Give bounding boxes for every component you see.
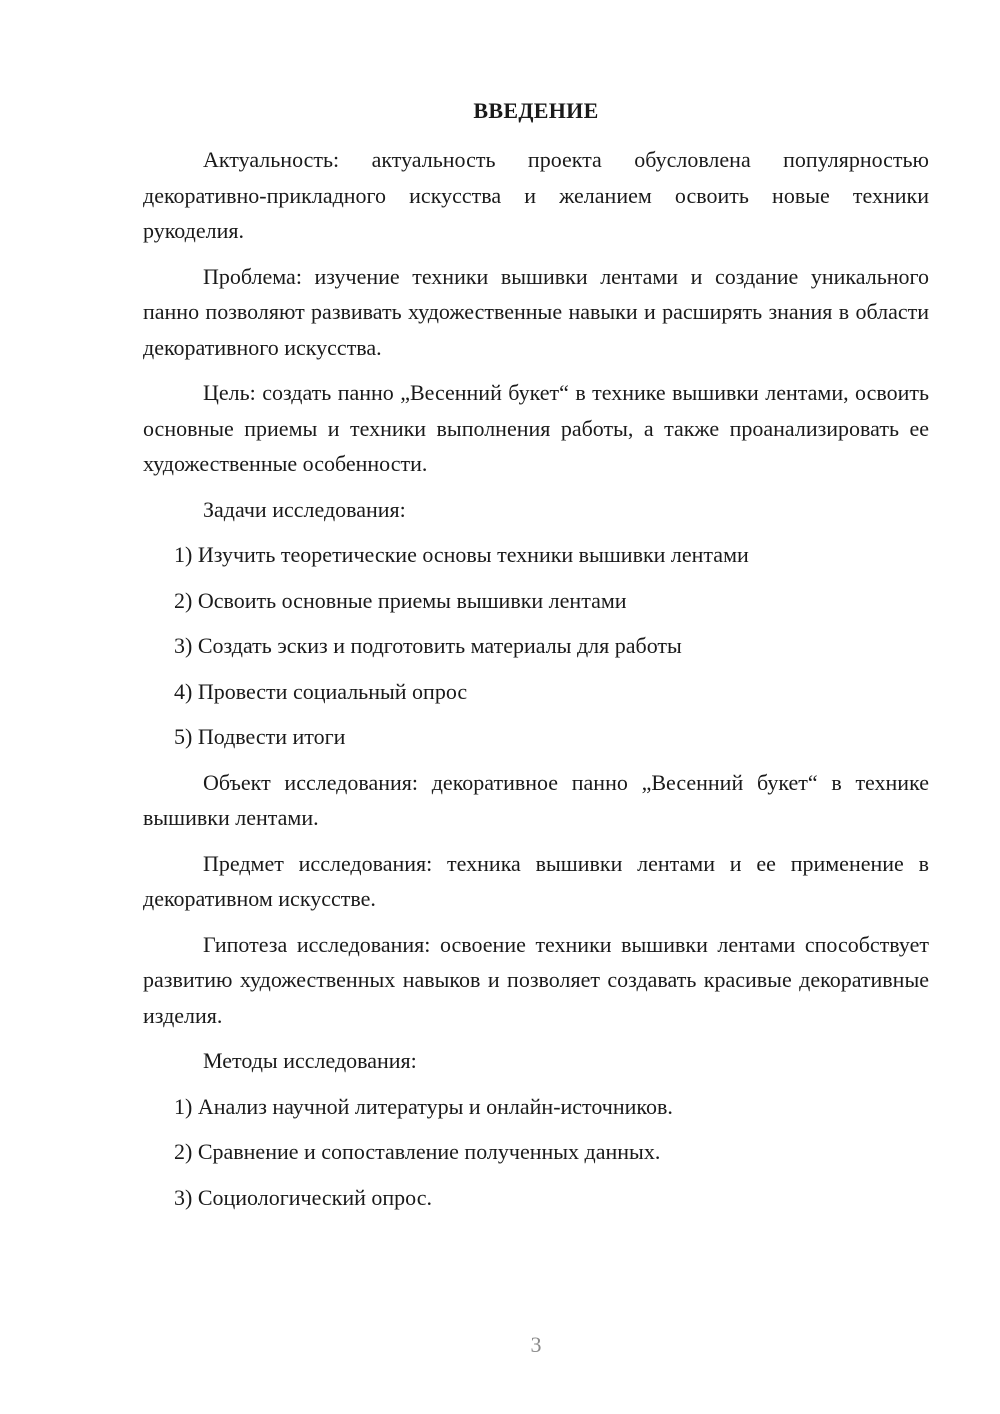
task-item: 3) Создать эскиз и подготовить материалы для работы	[174, 633, 682, 658]
method-item: 2) Сравнение и сопоставление полученных данных.	[174, 1139, 661, 1164]
task-item: 1) Изучить теоретические основы техники вышивки лентами	[174, 542, 749, 567]
method-item: 3) Социологический опрос.	[174, 1184, 432, 1210]
section-title: ВВЕДЕНИЕ	[473, 98, 599, 123]
method-item: 1) Анализ научной литературы и онлайн-источников.	[174, 1093, 673, 1119]
methods-heading: Методы исследования:	[203, 1048, 417, 1073]
methods-list	[143, 1089, 929, 1216]
goal-paragraph: Цель: создать панно „Весенний букет“ в технике вышивки лентами, освоить основные приемы и техники выполнения работы, а также проанализировать ее художественные особенности.	[143, 380, 929, 476]
task-item: 4) Провести социальный опрос	[174, 678, 468, 704]
hypothesis-paragraph: Гипотеза исследования: освоение техники вышивки лентами способствует развитию художественных навыков и позволяет создавать красивые декоративные изделия.	[143, 931, 929, 1028]
tasks-heading: Задачи исследования:	[203, 496, 406, 522]
tasks-list	[143, 537, 929, 755]
relevance-paragraph: Актуальность: актуальность проекта обусловлена популярностью декоративно-прикладного искусства и желанием освоить новые техники рукоделия.	[143, 147, 929, 243]
object-paragraph: Объект исследования: декоративное панно „Весенний букет“ в технике вышивки лентами.	[143, 769, 929, 830]
page-number: 3	[530, 1332, 542, 1357]
subject-paragraph: Предмет исследования: техника вышивки лентами и ее применение в декоративном искусстве.	[143, 850, 929, 911]
task-item: 5) Подвести итоги	[174, 724, 346, 749]
document-body	[143, 142, 929, 1225]
problem-paragraph: Проблема: изучение техники вышивки лентами и создание уникального панно позволяют развивать художественные навыки и расширять знания в области декоративного искусства.	[143, 263, 929, 360]
task-item: 2) Освоить основные приемы вышивки лентами	[174, 587, 627, 613]
